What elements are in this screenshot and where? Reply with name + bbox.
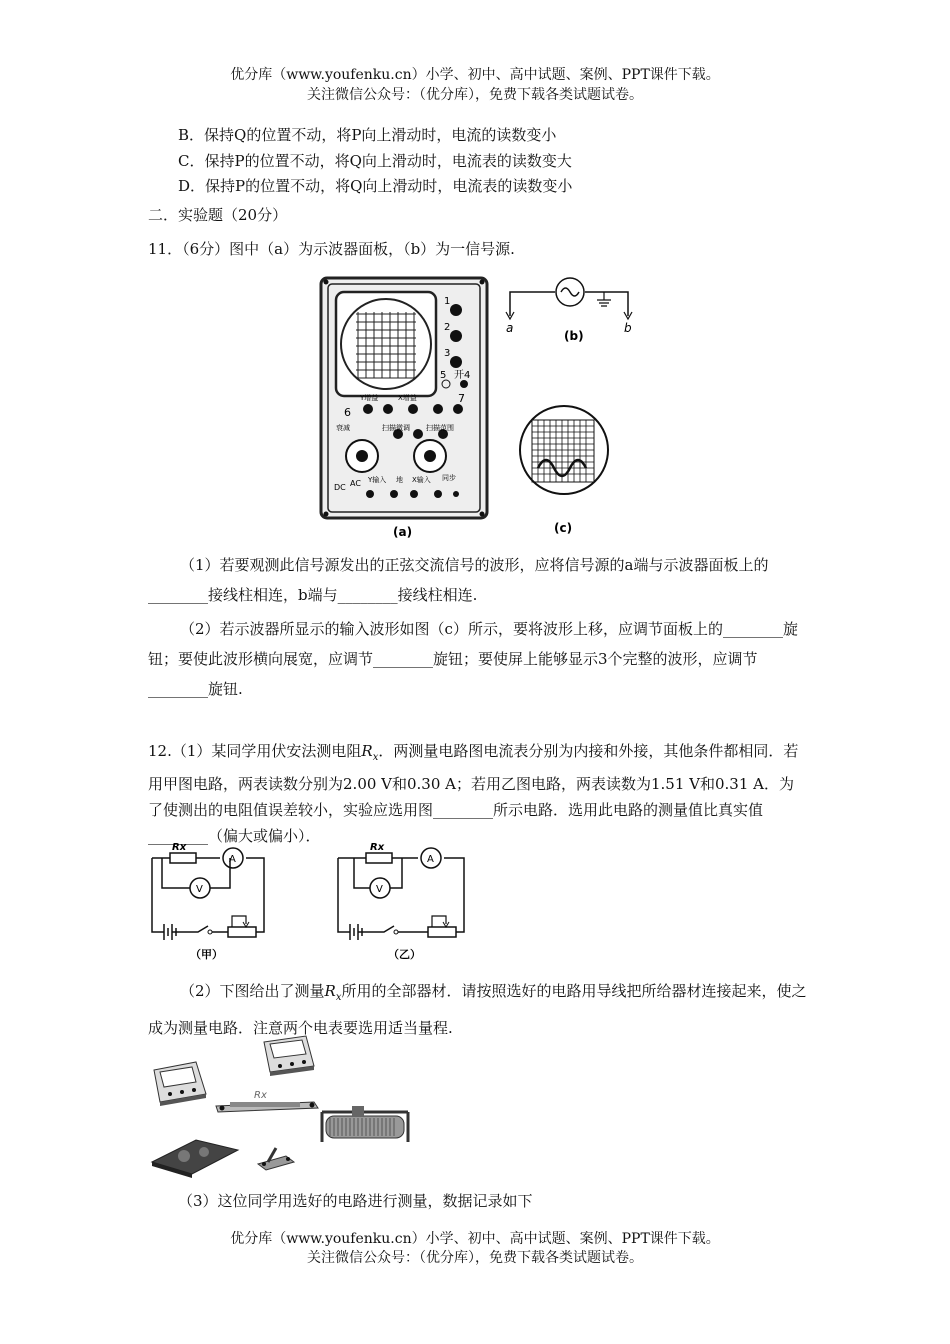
header-line-1: 优分库（www.youfenku.cn）小学、初中、高中试题、案例、PPT课件下载。 [230,67,720,83]
section-title: 二．实验题（20分） [148,206,288,224]
circuit-yi-figure [332,840,482,962]
header-line-2: 关注微信公众号：（优分库），免费下载各类试题试卷。 [307,87,643,103]
jia-ammeter-label: A [229,854,236,865]
q12-part-2: （2）下图给出了测量$R_x$所用的全部器材．请按照选好的电路用导线把所给器材连接起来，使之成为测量电路．注意两个电表要选用适当量程. [148,982,807,1037]
label-x-gain: X增益 [398,394,417,402]
signal-source-figure [500,274,640,346]
knob-num-4: 开4 [454,370,471,381]
knob-num-6: 6 [344,406,351,419]
figure-label-a: (a) [393,525,413,539]
knob-num-1: 1 [444,296,451,307]
footer-line-2: 关注微信公众号：（优分库），免费下载各类试题试卷。 [307,1250,643,1266]
label-y-input: Y输入 [368,476,387,484]
q11-part-2: （2）若示波器所显示的输入波形如图（c）所示，要将波形上移，应调节面板上的________旋钮；要使此波形横向展宽，应调节________旋钮；要使屏上能够显示3个完整的波形，应调节________旋钮. [148,620,798,698]
ammeter-device-icon [264,1036,314,1076]
rheostat-device-icon [322,1106,408,1142]
circuit-jia-figure [146,840,296,962]
knob-num-3: 3 [444,348,451,359]
footer-line-1: 优分库（www.youfenku.cn）小学、初中、高中试题、案例、PPT课件下载。 [230,1231,720,1247]
figure-label-c: (c) [554,521,573,535]
knob-num-2: 2 [444,322,451,333]
circuit-yi-label: （乙） [388,948,421,961]
label-ground: 地 [396,476,403,484]
q12-part-1: 12.（1）某同学用伏安法测电阻$R_x$．两测量电路图电流表分别为内接和外接，其他条件都相同．若用甲图电路，两表读数分别为2.00 V和0.30 A；若用乙图电路，两表读数为1.51 V和0.31 A．为了使测出的电阻值误差较小，实验应选用图________所示电路．选用此电路的测量值比真实值________（偏大或偏小）． [148,742,799,845]
jia-voltmeter-label: V [196,884,203,895]
label-sync: 同步 [442,474,456,482]
label-sweep-range: 扫描范围 [426,424,454,432]
option-c: C．保持P的位置不动，将Q向上滑动时，电流表的读数变大 [178,152,572,170]
oscilloscope-panel-figure [318,274,493,540]
switch-device-icon [258,1148,294,1170]
yi-voltmeter-label: V [376,884,383,895]
battery-box-device-icon [152,1140,238,1178]
terminal-b-label: b [624,321,632,335]
equipment-figure [146,1032,416,1182]
jia-rx-label: Rx [172,842,187,853]
rx-symbol: R [361,742,373,760]
q12-part-3: （3）这位同学用选好的电路进行测量，数据记录如下 [178,1192,533,1210]
knob-num-5: 5 [440,370,447,381]
label-sweep-fine: 扫描微调 [382,424,410,432]
terminal-a-label: a [506,321,514,335]
q11-stem: 11．（6分）图中（a）为示波器面板，（b）为一信号源. [148,240,515,258]
label-ac: AC [350,479,361,488]
label-attenuation: 衰减 [336,424,350,432]
option-b: B．保持Q的位置不动，将P向上滑动时，电流的读数变小 [178,126,557,144]
label-dc: DC [334,483,346,492]
label-y-gain: Y增益 [360,394,379,402]
label-x-input: X输入 [412,476,431,484]
figure-label-b: (b) [564,329,584,343]
equipment-rx-label: Rx [254,1090,267,1101]
circuit-jia-label: （甲） [190,948,223,961]
yi-ammeter-label: A [427,854,434,865]
option-d: D．保持P的位置不动，将Q向上滑动时，电流表的读数变小 [178,177,573,195]
q11-part-1: （1）若要观测此信号源发出的正弦交流信号的波形，应将信号源的a端与示波器面板上的________接线柱相连，b端与________接线柱相连. [148,556,769,604]
resistor-rx-device-icon [216,1090,318,1112]
voltmeter-device-icon [154,1062,206,1106]
yi-rx-label: Rx [370,842,385,853]
knob-num-7: 7 [458,392,465,405]
waveform-screen-figure [516,400,616,540]
